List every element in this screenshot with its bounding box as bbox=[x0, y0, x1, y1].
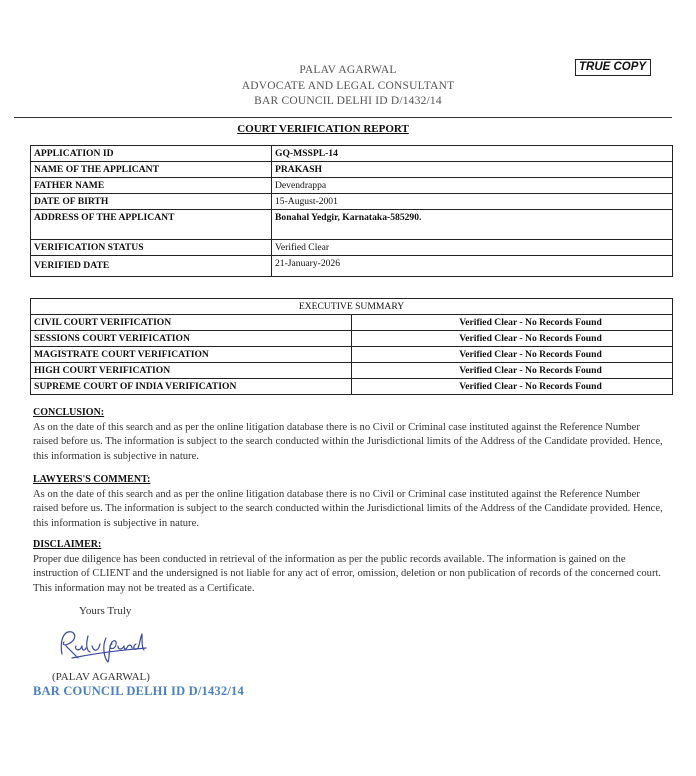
conclusion-text: As on the date of this search and as per the online litigation database there is no Civil or Criminal case instituted against the Reference Number raised before us. The information is subject to the search conducted within the Jurisdictional limits of the Address of the Candidate provided. Hence, this information is subjective in nature. bbox=[33, 421, 663, 462]
table-row bbox=[31, 178, 673, 194]
detail-value: GQ-MSSPL-14 bbox=[272, 146, 673, 162]
letterhead bbox=[0, 63, 696, 110]
detail-value: Devendrappa bbox=[272, 178, 673, 194]
detail-label: ADDRESS OF THE APPLICANT bbox=[31, 210, 272, 240]
signatory-bar-id: BAR COUNCIL DELHI ID D/1432/14 bbox=[33, 684, 244, 698]
detail-value: Bonahal Yedgir, Karnataka-585290. bbox=[272, 210, 673, 240]
report-title: COURT VERIFICATION REPORT bbox=[237, 123, 409, 135]
lawyers-comment-text: As on the date of this search and as per the online litigation database there is no Civil or Criminal case instituted against the Reference Number raised before us. The information is subject to the search conducted within the Jurisdictional limits of the Address of the Candidate provided. Hence, this information is subjective in nature. bbox=[33, 488, 663, 529]
detail-label: FATHER NAME bbox=[31, 178, 272, 194]
table-row bbox=[31, 194, 673, 210]
lawyers-comment-section bbox=[33, 473, 665, 531]
table-row bbox=[31, 315, 673, 331]
detail-value: 15-August-2001 bbox=[272, 194, 673, 210]
advocate-name: PALAV AGARWAL bbox=[299, 64, 397, 76]
court-result: Verified Clear - No Records Found bbox=[352, 347, 673, 363]
summary-title: EXECUTIVE SUMMARY bbox=[31, 299, 673, 315]
conclusion-heading: CONCLUSION: bbox=[33, 407, 105, 418]
court-label: MAGISTRATE COURT VERIFICATION bbox=[31, 347, 352, 363]
detail-label: VERIFICATION STATUS bbox=[31, 240, 272, 256]
detail-label: VERIFIED DATE bbox=[31, 256, 272, 277]
header-divider bbox=[14, 117, 672, 118]
court-result: Verified Clear - No Records Found bbox=[352, 331, 673, 347]
conclusion-section bbox=[33, 406, 665, 464]
detail-value: 21-January-2026 bbox=[272, 256, 673, 277]
advocate-bar-id: BAR COUNCIL DELHI ID D/1432/14 bbox=[254, 95, 442, 107]
advocate-designation: ADVOCATE AND LEGAL CONSULTANT bbox=[241, 79, 455, 92]
detail-value: Verified Clear bbox=[272, 240, 673, 256]
table-header-row bbox=[31, 299, 673, 315]
signatory-name: (PALAV AGARWAL) bbox=[52, 671, 150, 683]
court-result: Verified Clear - No Records Found bbox=[352, 363, 673, 379]
table-row bbox=[31, 363, 673, 379]
detail-value: PRAKASH bbox=[272, 162, 673, 178]
court-label: CIVIL COURT VERIFICATION bbox=[31, 315, 352, 331]
detail-label: APPLICATION ID bbox=[31, 146, 272, 162]
table-row bbox=[31, 146, 673, 162]
disclaimer-text: Proper due diligence has been conducted in retrieval of the information as per the public records available. The information is gained on the instruction of CLIENT and the undersigned is not liable for any act of error, omission, deletion or non publication of records of the concerned court. This information may not be treated as a Certificate. bbox=[33, 553, 662, 594]
applicant-details-table bbox=[30, 145, 673, 277]
disclaimer-section bbox=[33, 538, 665, 596]
executive-summary-table bbox=[30, 298, 673, 395]
detail-label: DATE OF BIRTH bbox=[31, 194, 272, 210]
court-label: HIGH COURT VERIFICATION bbox=[31, 363, 352, 379]
table-row bbox=[31, 162, 673, 178]
table-row bbox=[31, 331, 673, 347]
table-row bbox=[31, 347, 673, 363]
court-label: SUPREME COURT OF INDIA VERIFICATION bbox=[31, 379, 352, 395]
table-row bbox=[31, 379, 673, 395]
court-label: SESSIONS COURT VERIFICATION bbox=[31, 331, 352, 347]
court-result: Verified Clear - No Records Found bbox=[352, 379, 673, 395]
true-copy-stamp: TRUE COPY bbox=[575, 59, 651, 76]
detail-label: NAME OF THE APPLICANT bbox=[31, 162, 272, 178]
handwritten-signature-icon bbox=[52, 624, 152, 668]
table-row bbox=[31, 256, 673, 277]
table-row bbox=[31, 210, 673, 240]
closing-salutation: Yours Truly bbox=[79, 605, 132, 617]
table-row bbox=[31, 240, 673, 256]
court-result: Verified Clear - No Records Found bbox=[352, 315, 673, 331]
disclaimer-heading: DISCLAIMER: bbox=[33, 539, 102, 550]
lawyers-comment-heading: LAWYERS'S COMMENT: bbox=[33, 474, 151, 485]
